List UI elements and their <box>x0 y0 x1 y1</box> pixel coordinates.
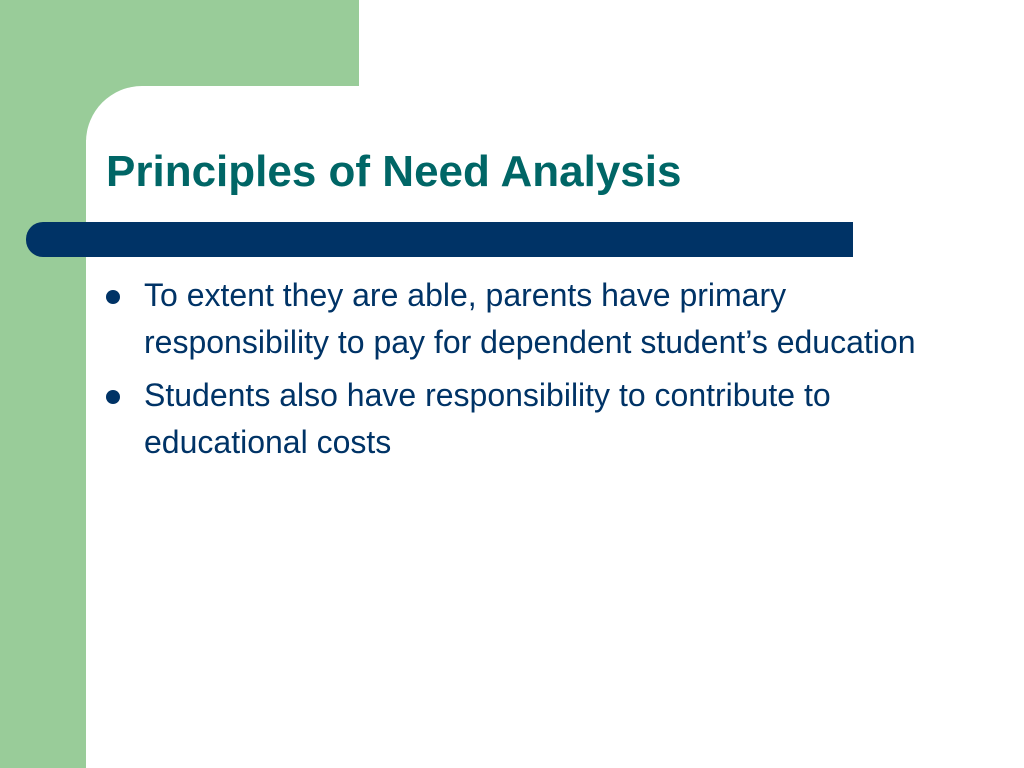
bullet-dot-icon <box>106 390 120 404</box>
title-divider-bar <box>26 222 853 257</box>
bullet-text: Students also have responsibility to contribute to educational costs <box>144 377 831 460</box>
bullet-text: To extent they are able, parents have primary responsibility to pay for dependent student’s education <box>144 277 916 360</box>
bullet-item <box>106 272 926 366</box>
bullet-dot-icon <box>106 290 120 304</box>
bullet-list <box>106 272 926 472</box>
bullet-item <box>106 372 926 466</box>
slide-title: Principles of Need Analysis <box>106 147 682 196</box>
